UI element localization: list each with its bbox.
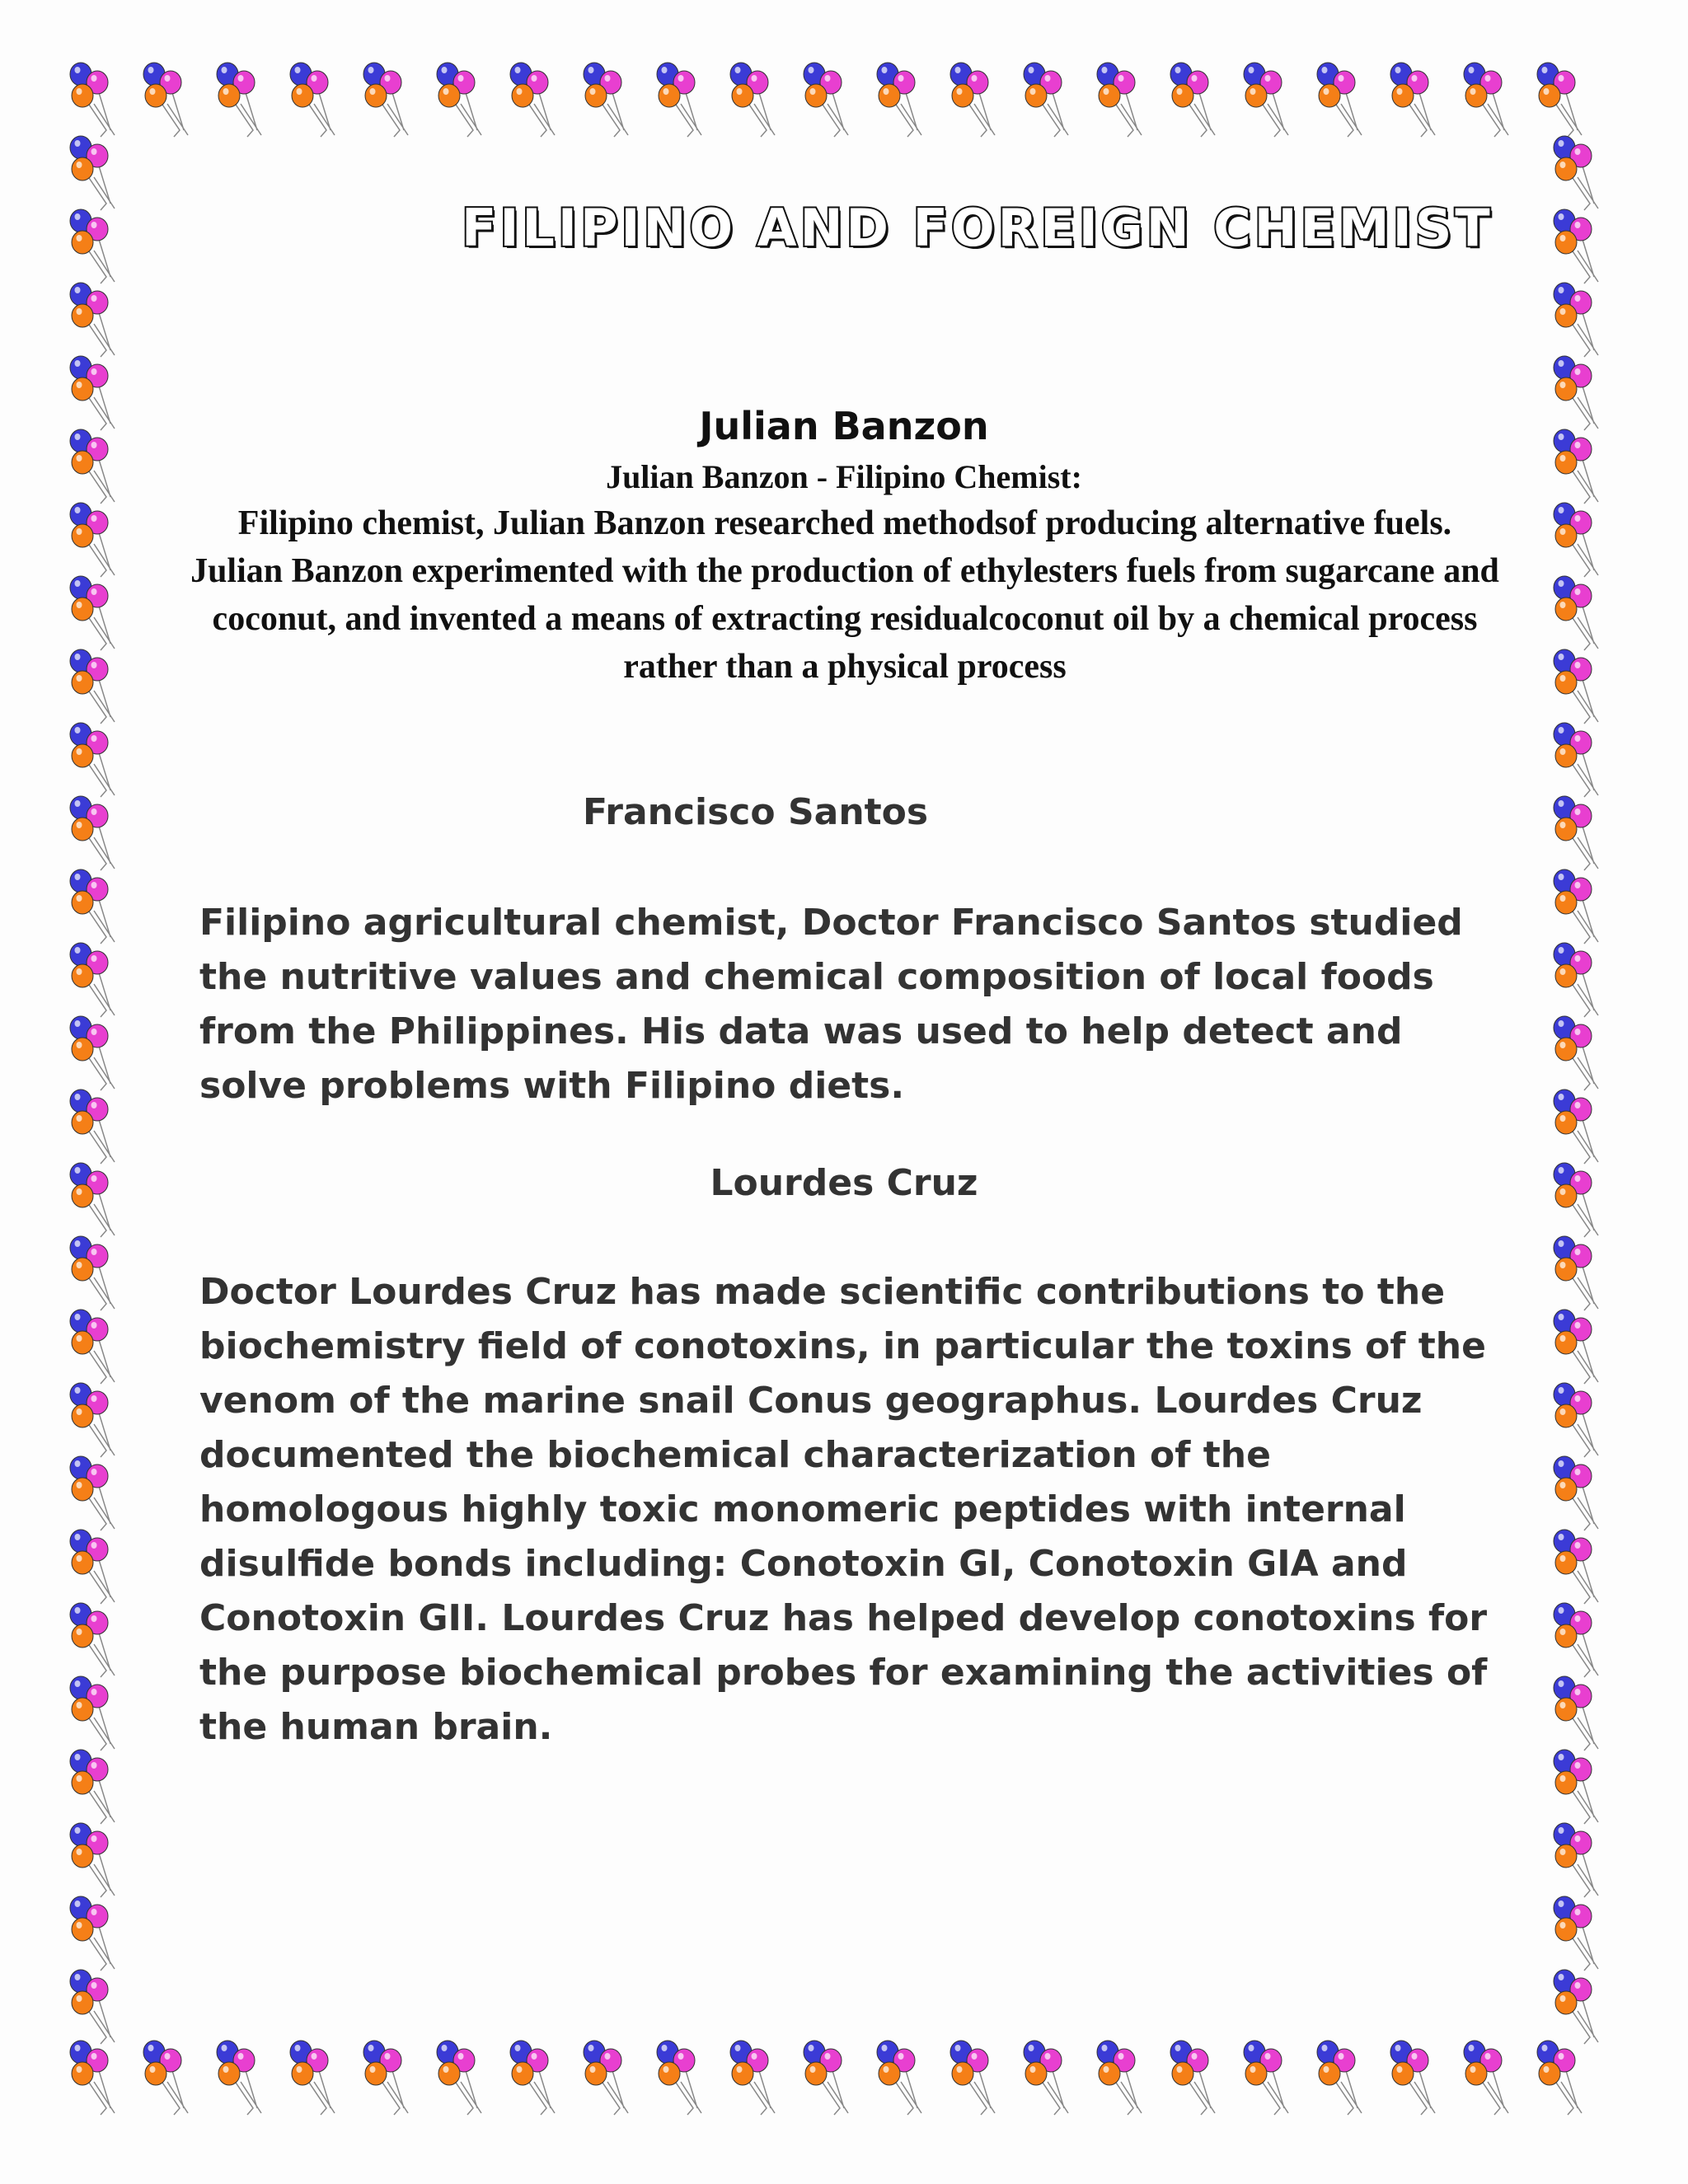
balloon-cluster-icon	[877, 63, 921, 137]
balloon-cluster-icon	[1024, 63, 1068, 137]
balloon-cluster-icon	[657, 63, 701, 137]
balloon-cluster-icon	[1554, 1236, 1598, 1310]
balloon-cluster-icon	[1554, 649, 1598, 724]
balloon-cluster-icon	[70, 2041, 115, 2115]
balloon-cluster-icon	[1554, 1676, 1598, 1750]
balloon-cluster-icon	[1554, 723, 1598, 797]
balloon-cluster-icon	[730, 2041, 775, 2115]
balloon-cluster-icon	[143, 63, 188, 137]
balloon-cluster-icon	[70, 209, 115, 284]
balloon-cluster-icon	[1244, 63, 1288, 137]
balloon-cluster-icon	[1390, 63, 1435, 137]
balloon-cluster-icon	[877, 2041, 921, 2115]
balloon-cluster-icon	[1317, 63, 1362, 137]
balloon-cluster-icon	[1554, 1090, 1598, 1164]
balloon-cluster-icon	[510, 2041, 555, 2115]
balloon-cluster-icon	[70, 576, 115, 650]
balloon-cluster-icon	[70, 1676, 115, 1750]
balloon-cluster-icon	[950, 2041, 995, 2115]
balloon-cluster-icon	[70, 136, 115, 210]
balloon-cluster-icon	[290, 63, 335, 137]
balloon-cluster-icon	[70, 1310, 115, 1384]
balloon-cluster-icon	[1097, 2041, 1142, 2115]
balloon-cluster-icon	[1554, 1896, 1598, 1971]
section-body-lourdes-cruz: Doctor Lourdes Cruz has made scientific contributions to the biochemistry field of conotoxins, in particular the toxins of the venom of the marine snail Conus geographus. Lourdes Cruz documented the biochemical characterization of the homologous highly toxic monomeric peptides with internal disulfide bonds including: Conotoxin GI, Conotoxin GIA and Conotoxin GII. Lourdes Cruz has helped develop conotoxins for the purpose biochemical probes for examining the activities of the human brain.	[199, 1271, 1488, 1748]
balloon-cluster-icon	[1024, 2041, 1068, 2115]
balloon-cluster-icon	[1554, 869, 1598, 944]
balloon-cluster-icon	[1554, 1750, 1598, 1824]
section-heading-julian-banzon: Julian Banzon	[699, 404, 989, 448]
balloon-cluster-icon	[70, 63, 115, 137]
balloon-cluster-icon	[950, 63, 995, 137]
balloon-cluster-icon	[1554, 1823, 1598, 1897]
balloon-cluster-icon	[1170, 2041, 1215, 2115]
balloon-cluster-icon	[1554, 796, 1598, 870]
balloon-cluster-icon	[1554, 283, 1598, 357]
balloon-cluster-icon	[363, 63, 408, 137]
balloon-cluster-icon	[437, 2041, 481, 2115]
balloon-cluster-icon	[657, 2041, 701, 2115]
balloon-cluster-icon	[1170, 63, 1215, 137]
balloon-cluster-icon	[70, 503, 115, 577]
balloon-cluster-icon	[217, 63, 261, 137]
section-body-francisco-santos: Filipino agricultural chemist, Doctor Francisco Santos studied the nutritive values and chemical composition of local foods from the Philippines. His data was used to help detect and solve problems with Filipino diets.	[199, 902, 1463, 1107]
balloon-cluster-icon	[1554, 1970, 1598, 2044]
balloon-cluster-icon	[70, 1236, 115, 1310]
balloon-cluster-icon	[1554, 1383, 1598, 1457]
balloon-cluster-icon	[1537, 63, 1582, 137]
balloon-cluster-icon	[70, 1456, 115, 1530]
balloon-cluster-icon	[70, 1896, 115, 1971]
balloon-cluster-icon	[70, 1383, 115, 1457]
balloon-cluster-icon	[70, 1090, 115, 1164]
section-subheading-julian-banzon: Julian Banzon - Filipino Chemist:	[606, 458, 1082, 495]
balloon-cluster-icon	[70, 649, 115, 724]
balloon-cluster-icon	[1464, 63, 1508, 137]
balloon-cluster-icon	[1554, 1016, 1598, 1090]
page-title: FILIPINO AND FOREIGN CHEMIST	[462, 198, 1493, 258]
balloon-cluster-icon	[363, 2041, 408, 2115]
balloon-cluster-icon	[143, 2041, 188, 2115]
balloon-cluster-icon	[1554, 1603, 1598, 1677]
balloon-cluster-icon	[437, 63, 481, 137]
balloon-cluster-icon	[1554, 1456, 1598, 1530]
balloon-cluster-icon	[70, 1970, 115, 2044]
balloon-cluster-icon	[1317, 2041, 1362, 2115]
balloon-cluster-icon	[70, 1016, 115, 1090]
section-body-julian-banzon: Filipino chemist, Julian Banzon researched methodsof producing alternative fuels. Julian Banzon experimented with the production of ethylesters fuels from sugarcane and coconut, and invented a means of extracting residualcoconut oil by a chemical process rather than a physical process	[190, 504, 1499, 686]
balloon-cluster-icon	[1097, 63, 1142, 137]
balloon-cluster-icon	[70, 1603, 115, 1677]
balloon-cluster-icon	[70, 1750, 115, 1824]
balloon-cluster-icon	[584, 2041, 628, 2115]
balloon-cluster-icon	[804, 2041, 848, 2115]
balloon-cluster-icon	[730, 63, 775, 137]
balloon-cluster-icon	[70, 1530, 115, 1604]
section-heading-lourdes-cruz: Lourdes Cruz	[710, 1162, 978, 1204]
balloon-cluster-icon	[1554, 503, 1598, 577]
balloon-cluster-icon	[70, 723, 115, 797]
balloon-cluster-icon	[584, 63, 628, 137]
balloon-cluster-icon	[1554, 209, 1598, 284]
balloon-cluster-icon	[1554, 576, 1598, 650]
balloon-cluster-icon	[510, 63, 555, 137]
balloon-cluster-icon	[804, 63, 848, 137]
balloon-cluster-icon	[1554, 1310, 1598, 1384]
balloon-cluster-icon	[70, 796, 115, 870]
balloon-cluster-icon	[290, 2041, 335, 2115]
balloon-cluster-icon	[70, 283, 115, 357]
balloon-cluster-icon	[1244, 2041, 1288, 2115]
balloon-cluster-icon	[70, 869, 115, 944]
balloon-cluster-icon	[70, 1823, 115, 1897]
balloon-cluster-icon	[1554, 136, 1598, 210]
balloon-cluster-icon	[1554, 943, 1598, 1017]
balloon-cluster-icon	[1464, 2041, 1508, 2115]
balloon-cluster-icon	[70, 943, 115, 1017]
balloon-cluster-icon	[1537, 2041, 1582, 2115]
balloon-cluster-icon	[1390, 2041, 1435, 2115]
balloon-cluster-icon	[1554, 1530, 1598, 1604]
section-heading-francisco-santos: Francisco Santos	[583, 791, 929, 833]
balloon-cluster-icon	[217, 2041, 261, 2115]
